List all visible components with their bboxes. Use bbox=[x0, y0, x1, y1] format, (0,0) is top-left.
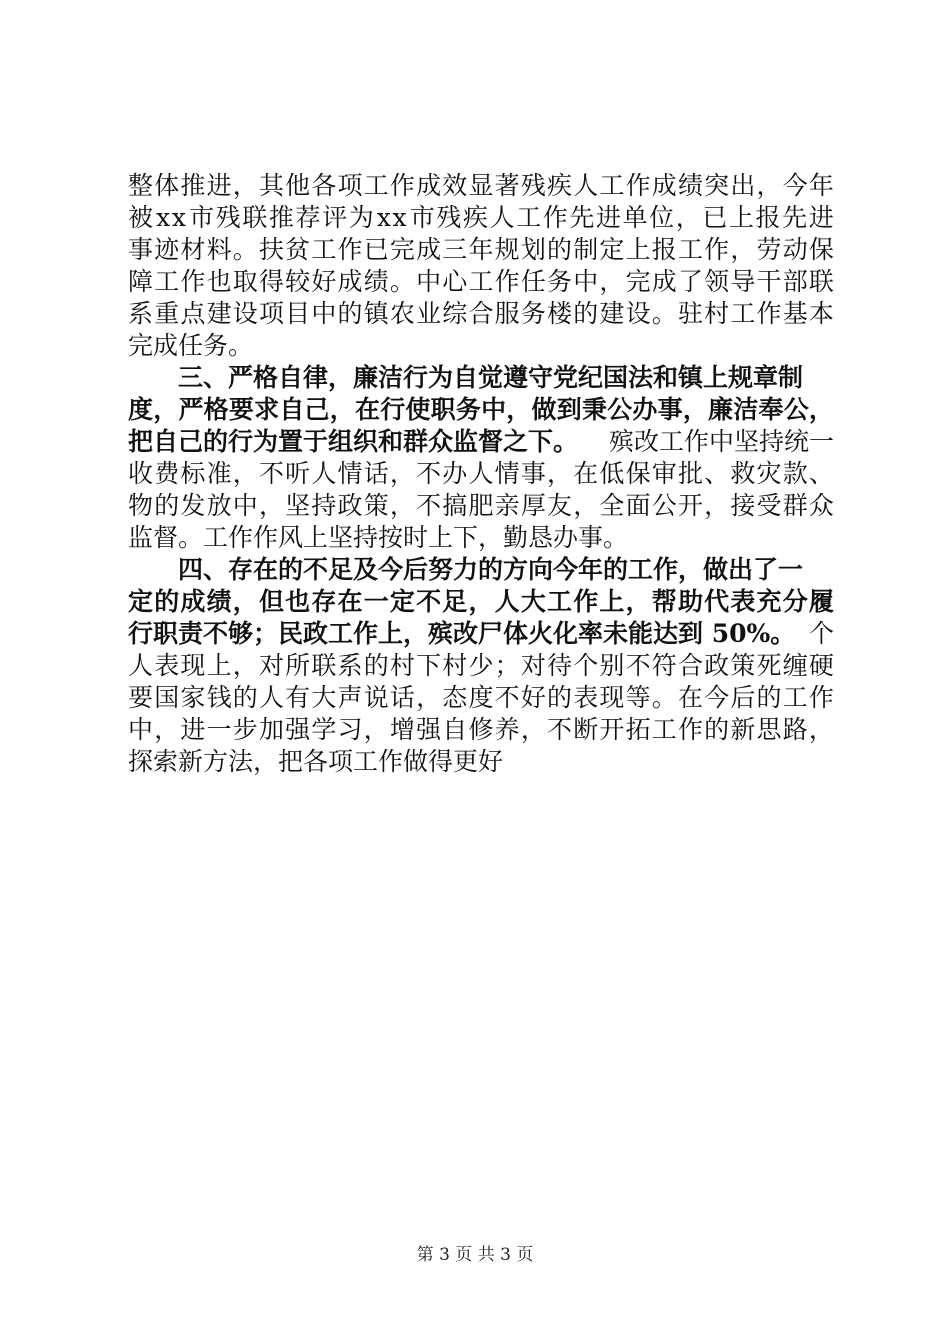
text-line: 被 x x 市 残 联 推 荐 评 为 x x 市 残 疾 人 工 作 先 进 单 位 ， 已 上 报 先 进 bbox=[128, 203, 834, 232]
text-line: 障 工 作 也 取 得 较 好 成 绩 。 中 心 工 作 任 务 中 ， 完 成 了 领 导 干 部 联 bbox=[128, 267, 834, 296]
section-heading-line: 度 ， 严 格 要 求 自 己 ， 在 行 使 职 务 中 ， 做 到 秉 公 办 事 ， 廉 洁 奉 公 ， bbox=[128, 395, 834, 424]
text-line: 中 ， 进 一 步 加 强 学 习 ， 增 强 自 修 养 ， 不 断 开 拓 工 作 的 新 思 路 ， bbox=[128, 715, 834, 744]
text-line: 系 重 点 建 设 项 目 中 的 镇 农 业 综 合 服 务 楼 的 建 设 。 驻 村 工 作 基 本 bbox=[128, 299, 834, 328]
text-line: 物 的 发 放 中 ， 坚 持 政 策 ， 不 搞 肥 亲 厚 友 ， 全 面 公 开 ， 接 受 群 众 bbox=[128, 491, 834, 520]
mixed-text-line bbox=[128, 426, 834, 458]
section-heading-line: 定 的 成 绩 ， 但 也 存 在 一 定 不 足 ， 人 大 工 作 上 ， 帮 助 代 表 充 分 履 bbox=[128, 587, 834, 616]
section-heading-line: 四、存在的不足及今后努力的方向今年的工作，做出了一 bbox=[128, 555, 804, 584]
regular-segment: 个 bbox=[808, 619, 834, 648]
section-heading-line: 三、严格自律，廉洁行为自觉遵守党纪国法和镇上规章制 bbox=[128, 363, 804, 392]
bold-segment: 行职责不够；民政工作上，殡改尸体火化率未能达到 50%。 bbox=[128, 619, 796, 648]
page-number-footer: 第 3 页 共 3 页 bbox=[416, 1245, 534, 1265]
mixed-text-line bbox=[128, 618, 834, 650]
text-line: 监督。工作作风上坚持按时上下，勤恳办事。 bbox=[128, 523, 629, 552]
text-line: 要 国 家 钱 的 人 有 大 声 说 话 ， 态 度 不 好 的 表 现 等 。 在 今 后 的 工 作 bbox=[128, 683, 834, 712]
regular-segment: 殡改工作中坚持统一 bbox=[608, 427, 834, 456]
text-line: 事 迹 材 料 。 扶 贫 工 作 已 完 成 三 年 规 划 的 制 定 上 报 工 作 ， 劳 动 保 bbox=[128, 235, 834, 264]
text-line: 探索新方法，把各项工作做得更好 bbox=[128, 747, 504, 776]
text-line: 整 体 推 进 ， 其 他 各 项 工 作 成 效 显 著 残 疾 人 工 作 成 绩 突 出 ， 今 年 bbox=[128, 171, 834, 200]
text-line: 收 费 标 准 ， 不 听 人 情 话 ， 不 办 人 情 事 ， 在 低 保 审 批 、 救 灾 款 、 bbox=[128, 459, 834, 488]
text-line: 完成任务。 bbox=[128, 331, 254, 360]
document-body bbox=[128, 170, 834, 778]
text-line: 人 表 现 上 ， 对 所 联 系 的 村 下 村 少 ； 对 待 个 别 不 符 合 政 策 死 缠 硬 bbox=[128, 651, 834, 680]
bold-segment: 把自己的行为置于组织和群众监督之下。 bbox=[128, 427, 579, 456]
